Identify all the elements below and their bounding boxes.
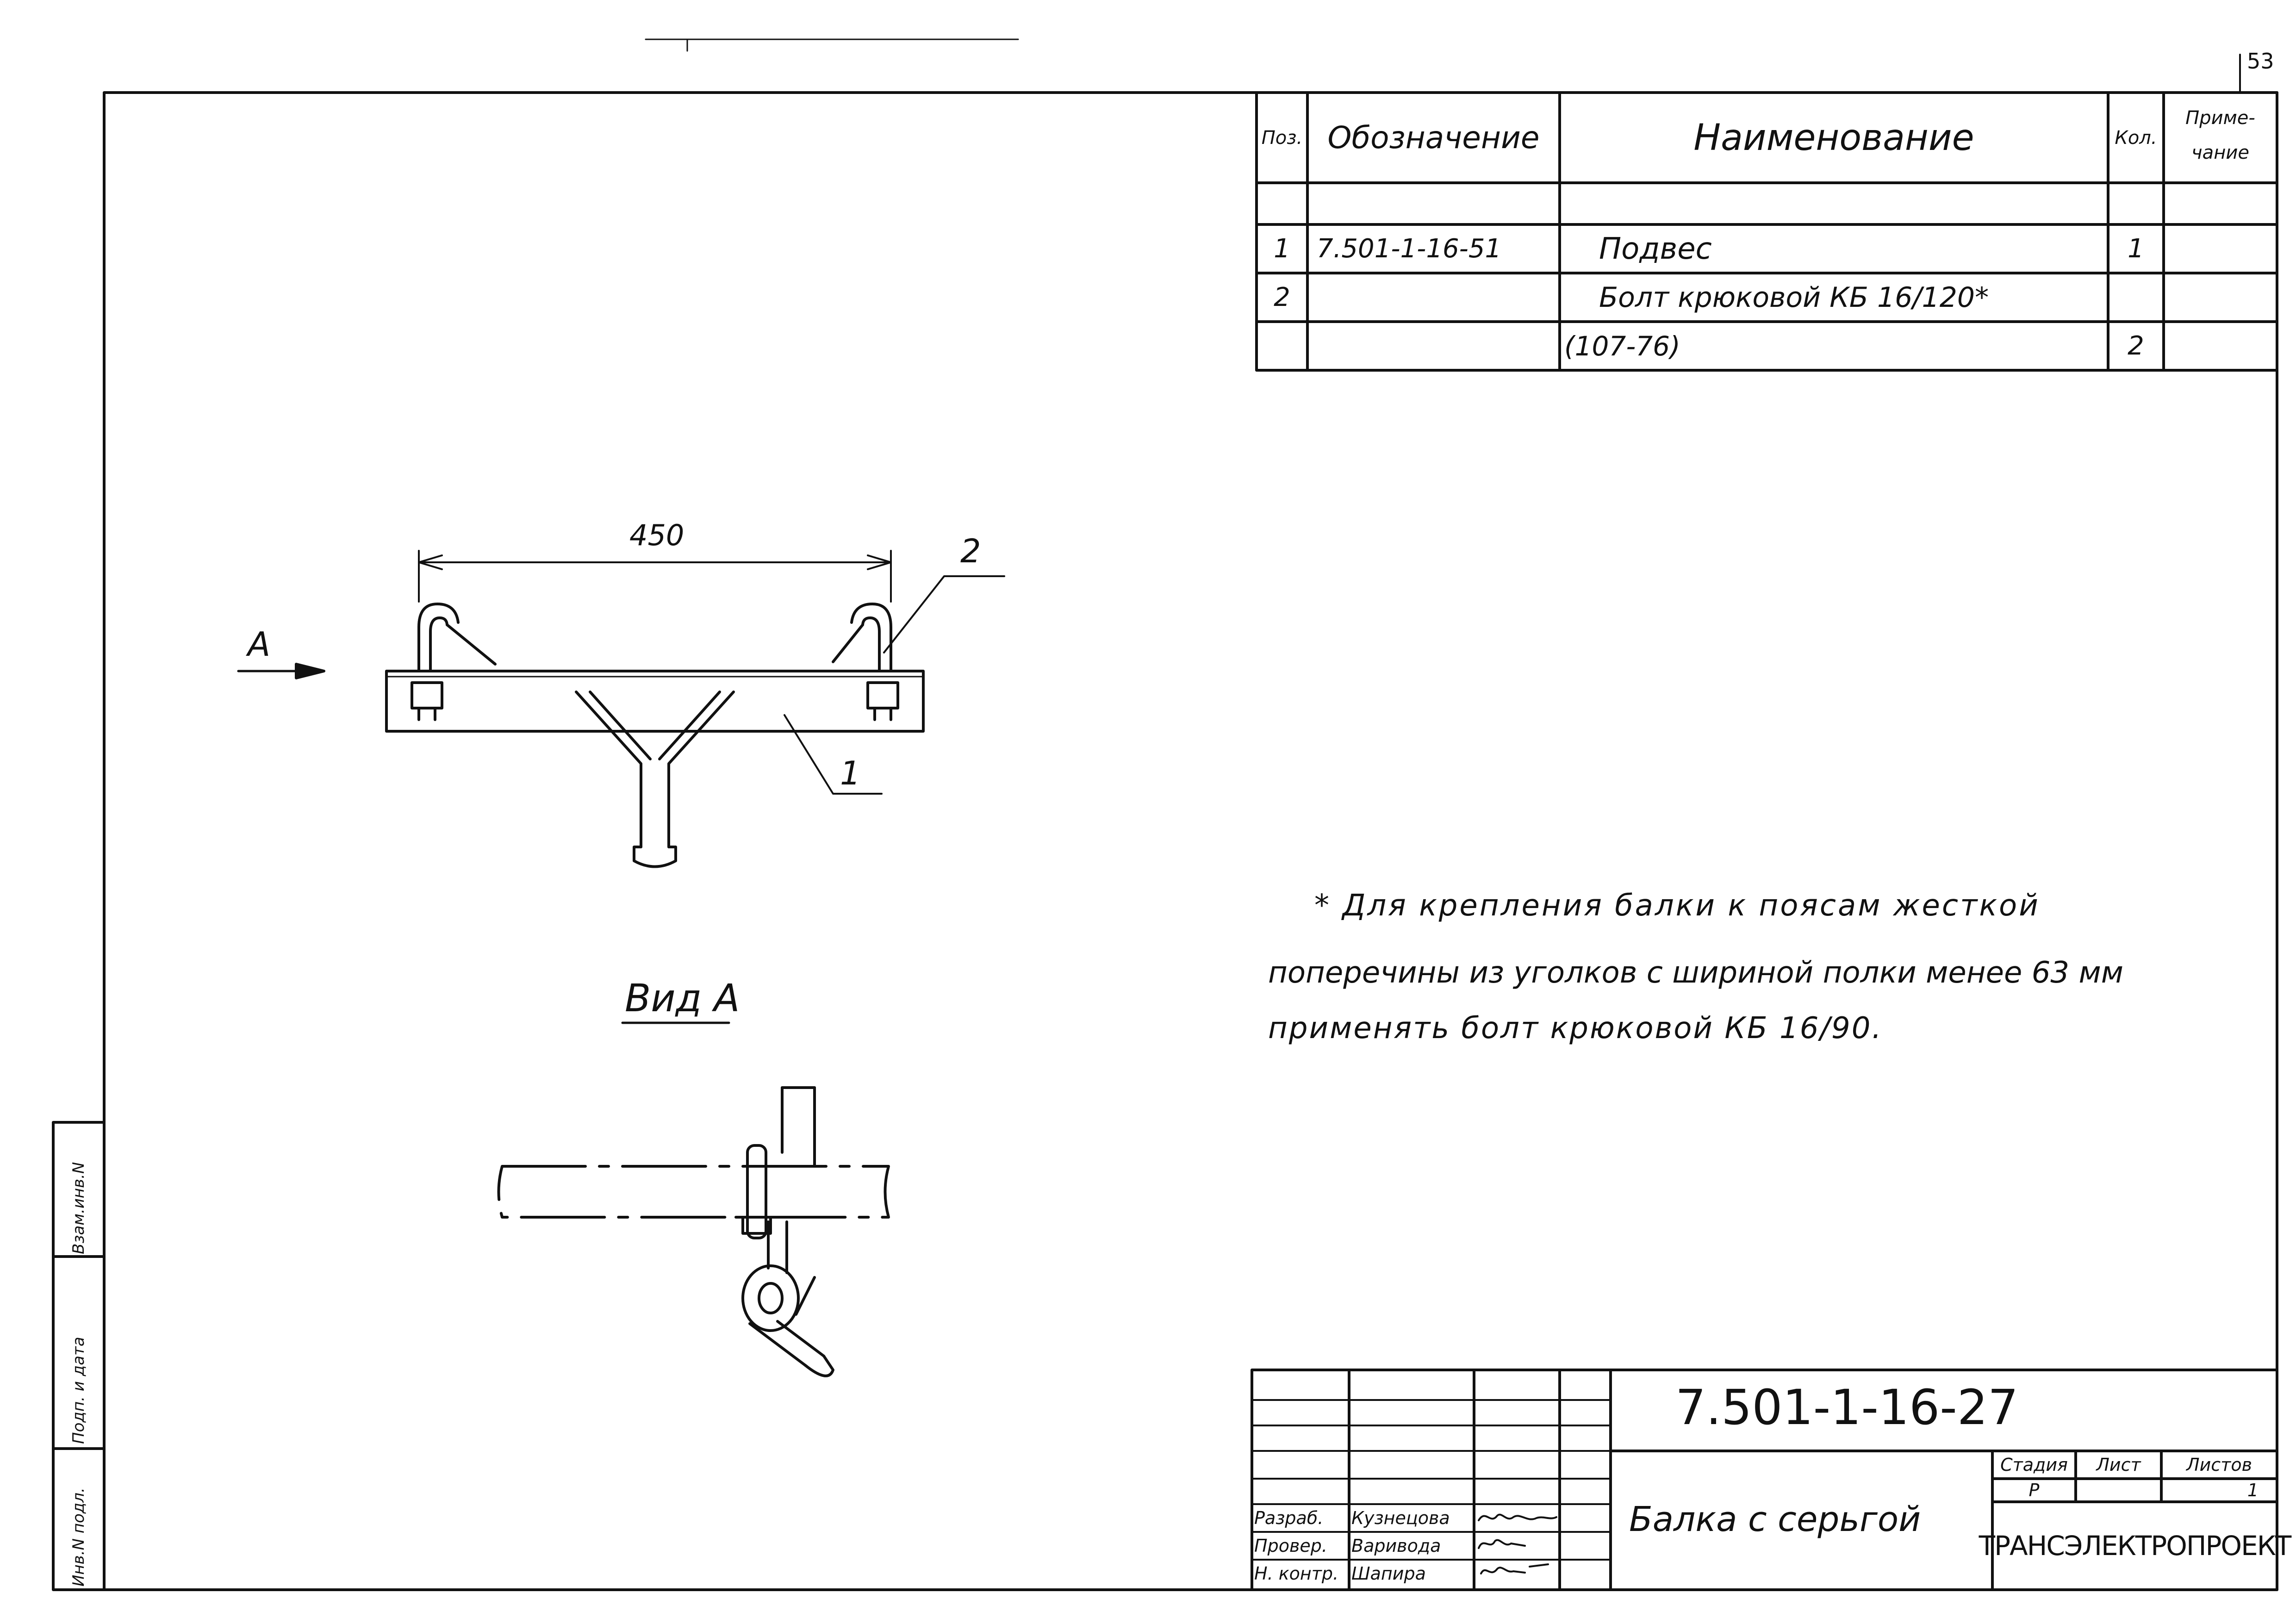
- sheet-label: Лист: [2096, 1455, 2141, 1475]
- callout-2: 2: [960, 532, 981, 570]
- sheet-number: 53: [2247, 49, 2274, 74]
- header-qty: Кол.: [2115, 127, 2157, 149]
- view-title: Вид А: [625, 977, 740, 1020]
- stage-label: Стадия: [2000, 1455, 2068, 1475]
- role-name: Варивода: [1351, 1536, 1441, 1556]
- role-label: Разраб.: [1254, 1508, 1324, 1528]
- header-note-line1: Приме-: [2185, 107, 2255, 129]
- row-designation: 7.501-1-16-51: [1317, 234, 1502, 264]
- sheet-value: [2076, 1479, 2161, 1502]
- header-designation: Обозначение: [1327, 120, 1540, 156]
- stage-value: Р: [2028, 1480, 2040, 1500]
- role-label: Н. контр.: [1254, 1563, 1339, 1584]
- row-pos: 2: [1274, 282, 1290, 312]
- row-name: Болт крюковой КБ 16/120*: [1599, 281, 1989, 314]
- row-qty: 1: [2128, 234, 2144, 264]
- role-name: Шапира: [1351, 1563, 1426, 1584]
- footnote-line2: поперечины из уголков с шириной полки менее 63 мм: [1268, 956, 2124, 990]
- sheets-label: Листов: [2186, 1455, 2252, 1475]
- header-name: Наименование: [1693, 117, 1974, 159]
- sheets-value: 1: [2247, 1480, 2259, 1500]
- view-a-drawing: [499, 1088, 889, 1376]
- callout-1: 1: [840, 754, 861, 792]
- row-qty: 2: [2128, 331, 2144, 361]
- row-name: Подвес: [1599, 231, 1712, 266]
- signatures: [1474, 1504, 1560, 1590]
- role-label: Провер.: [1254, 1536, 1327, 1556]
- document-code: 7.501-1-16-27: [1675, 1379, 2019, 1436]
- header-note-line2: чание: [2191, 142, 2249, 163]
- footnote-line3: применять болт крюковой КБ 16/90.: [1268, 1011, 1883, 1045]
- stamp-signature-date: Подп. и дата: [69, 1337, 88, 1444]
- footnote-line1: * Для крепления балки к поясам жесткой: [1314, 889, 2040, 923]
- organization: ТРАНСЭЛЕКТРОПРОЕКТ: [1979, 1530, 2291, 1562]
- document-title: Балка с серьгой: [1629, 1500, 1921, 1539]
- view-arrow-label: А: [248, 625, 271, 664]
- stamp-original-inv: Инв.N подл.: [69, 1487, 88, 1587]
- leader-2: [884, 576, 1004, 653]
- dimension-label: 450: [629, 518, 684, 552]
- role-name: Кузнецова: [1351, 1508, 1450, 1528]
- stamp-replacement-inv: Взам.инв.N: [69, 1162, 88, 1254]
- row-pos: 1: [1274, 234, 1290, 264]
- leader-1: [784, 715, 882, 794]
- beam-front-view: [386, 604, 923, 867]
- row-name: (107-76): [1564, 330, 1680, 362]
- dimension-450: [419, 551, 891, 602]
- header-pos: Поз.: [1261, 127, 1303, 149]
